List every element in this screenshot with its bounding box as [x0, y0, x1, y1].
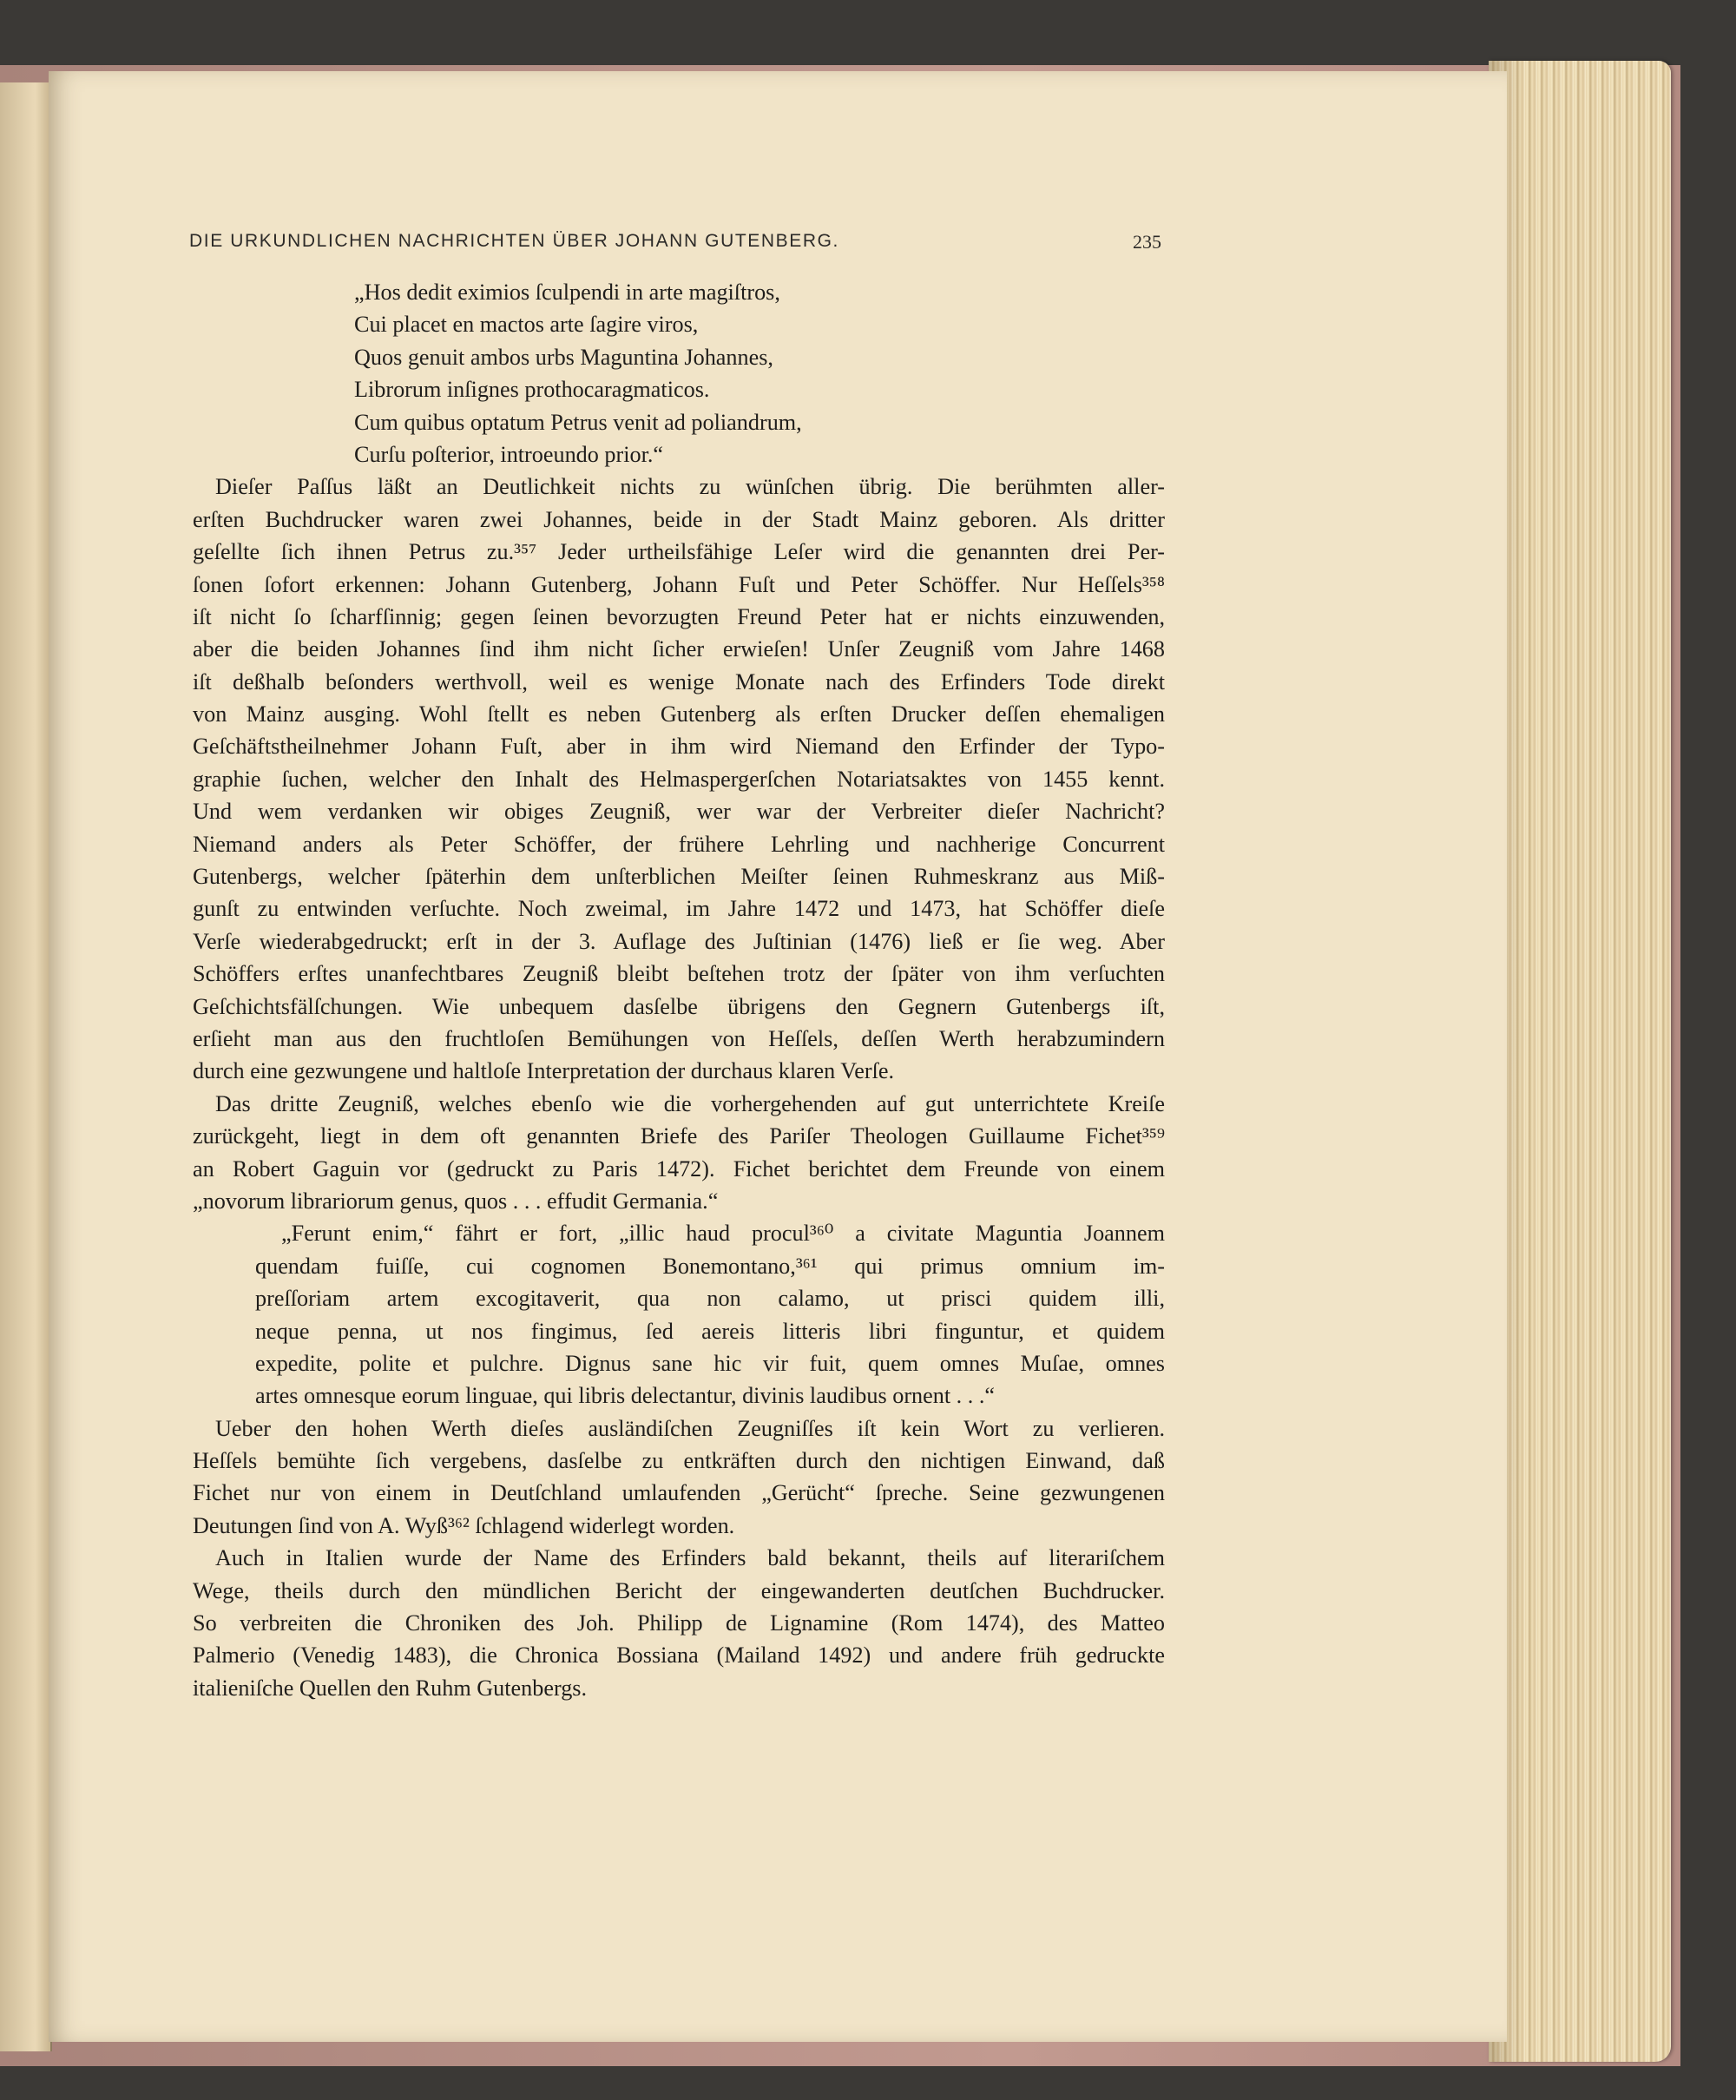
text-line: von Mainz ausging. Wohl ſtellt es neben Gutenberg als erſten Drucker deſſen ehemaligen	[193, 701, 1165, 727]
running-title: DIE URKUNDLICHEN NACHRICHTEN ÜBER JOHANN GUTENBERG.	[189, 231, 839, 251]
text-line: Niemand anders als Peter Schöffer, der frühere Lehrling und nachherige Concurrent	[193, 831, 1165, 857]
text-line: erſten Buchdrucker waren zwei Johannes, beide in der Stadt Mainz geboren. Als dritter	[193, 506, 1165, 532]
text-line: Geſchichtsfälſchungen. Wie unbequem dasſelbe übrigens den Gegnern Gutenbergs iſt,	[193, 993, 1165, 1019]
text-line: Fichet nur von einem in Deutſchland umlaufenden „Gerücht“ ſpreche. Seine gezwungenen	[193, 1480, 1165, 1506]
text-line: an Robert Gaguin vor (gedruckt zu Paris 1472). Fichet berichtet dem Freunde von einem	[193, 1155, 1165, 1182]
text-line: durch eine gezwungene und haltloſe Interpretation der durchaus klaren Verſe.	[193, 1058, 895, 1084]
paragraph-3	[193, 1412, 1165, 1543]
quote-line: „Ferunt enim,“ fährt er fort, „illic haud procul³⁶⁰ a civitate Maguntia Joannem	[281, 1221, 1165, 1247]
verse-line: Cui placet en mactos arte ſagire viros,	[354, 312, 699, 338]
text-line: zurückgeht, liegt in dem oft genannten Briefe des Pariſer Theologen Guillaume Fichet³⁵⁹	[193, 1123, 1165, 1149]
latin-quotation	[193, 1217, 1165, 1412]
body-text	[193, 276, 1165, 1704]
page-block-edges	[1489, 61, 1671, 2062]
text-line: Wege, theils durch den mündlichen Bericht der eingewanderten deutſchen Buchdrucker.	[193, 1577, 1165, 1603]
verse-line: „Hos dedit eximios ſculpendi in arte magiſtros,	[354, 280, 780, 305]
paragraph-2	[193, 1088, 1165, 1218]
text-line: Und wem verdanken wir obiges Zeugniß, wer war der Verbreiter dieſer Nachricht?	[193, 799, 1165, 825]
text-line: geſellte ſich ihnen Petrus zu.³⁵⁷ Jeder urtheilsfähige Leſer wird die genannten drei Per-	[193, 539, 1165, 565]
verse-line: Curſu poſterior, introeundo prior.“	[354, 441, 664, 467]
text-line: „novorum librariorum genus, quos . . . effudit Germania.“	[193, 1188, 719, 1214]
text-line: Schöffers erſtes unanfechtbares Zeugniß bleibt beſtehen trotz der ſpäter von ihm verſuchten	[193, 961, 1165, 987]
verse-line: Cum quibus optatum Petrus venit ad poliandrum,	[354, 409, 802, 435]
paragraph-1	[193, 471, 1165, 1087]
page-number: 235	[1133, 231, 1161, 253]
text-line: Deutungen ſind von A. Wyß³⁶² ſchlagend widerlegt worden.	[193, 1512, 735, 1538]
text-line: gunſt zu entwinden verſuchte. Noch zweimal, im Jahre 1472 und 1473, hat Schöffer dieſe	[193, 896, 1165, 922]
quote-line: quendam fuiſſe, cui cognomen Bonemontano,³⁶¹ qui primus omnium im-	[255, 1253, 1165, 1279]
text-line: Dieſer Paſſus läßt an Deutlichkeit nichts zu wünſchen übrig. Die berühmten aller-	[215, 474, 1165, 500]
text-line: Heſſels bemühte ſich vergebens, dasſelbe zu entkräften durch den nichtigen Einwand, daß	[193, 1448, 1165, 1474]
text-line: Auch in Italien wurde der Name des Erfinders bald bekannt, theils auf literariſchem	[215, 1545, 1165, 1571]
text-line: graphie ſuchen, welcher den Inhalt des Helmaspergerſchen Notariatsaktes von 1455 kennt.	[193, 766, 1165, 792]
quote-line: artes omnesque eorum linguae, qui libris delectantur, divinis laudibus ornent . . .“	[255, 1383, 996, 1409]
quote-line: expedite, polite et pulchre. Dignus sane hic vir fuit, quem omnes Muſae, omnes	[255, 1350, 1165, 1376]
text-line: ſonen ſofort erkennen: Johann Gutenberg, Johann Fuſt und Peter Schöffer. Nur Heſſels³⁵⁸	[193, 571, 1165, 597]
text-line: Verſe wiederabgedruckt; erſt in der 3. Auflage des Juſtinian (1476) ließ er ſie weg. Aber	[193, 928, 1165, 954]
text-line: iſt deßhalb beſonders werthvoll, weil es wenige Monate nach des Erfinders Tode direkt	[193, 668, 1165, 695]
text-line: Ueber den hohen Werth dieſes ausländiſchen Zeugniſſes iſt kein Wort zu verlieren.	[215, 1415, 1165, 1441]
text-line: italieniſche Quellen den Ruhm Gutenbergs.	[193, 1675, 588, 1701]
verse-line: Librorum inſignes prothocaragmaticos.	[354, 377, 710, 403]
quote-line: neque penna, ut nos fingimus, ſed aereis litteris libri finguntur, et quidem	[255, 1318, 1165, 1344]
text-line: aber die beiden Johannes ſind ihm nicht ſicher erwieſen! Unſer Zeugniß vom Jahre 1468	[193, 636, 1165, 662]
paragraph-4	[193, 1542, 1165, 1704]
text-line: Gutenbergs, welcher ſpäterhin dem unſterblichen Meiſter ſeinen Ruhmeskranz aus Miß-	[193, 864, 1165, 890]
quote-line: preſſoriam artem excogitaverit, qua non calamo, ut prisci quidem illi,	[255, 1286, 1165, 1312]
left-facing-page	[0, 82, 52, 2051]
text-line: Geſchäftstheilnehmer Johann Fuſt, aber in ihm wird Niemand den Erfinder der Typo-	[193, 734, 1165, 760]
text-line: So verbreiten die Chroniken des Joh. Philipp de Lignamine (Rom 1474), des Matteo	[193, 1610, 1165, 1636]
text-line: Das dritte Zeugniß, welches ebenſo wie die vorhergehenden auf gut unterrichtete Kreiſe	[215, 1090, 1165, 1116]
verse-block	[193, 276, 1165, 471]
verse-line: Quos genuit ambos urbs Maguntina Johannes,	[354, 344, 773, 370]
text-line: erſieht man aus den fruchtloſen Bemühungen von Heſſels, deſſen Werth herabzumindern	[193, 1025, 1165, 1051]
text-line: iſt nicht ſo ſcharfſinnig; gegen ſeinen bevorzugten Freund Peter hat er nichts einzuwenden,	[193, 603, 1165, 629]
running-header	[189, 231, 1161, 257]
text-line: Palmerio (Venedig 1483), die Chronica Bossiana (Mailand 1492) und andere früh gedruckte	[193, 1642, 1165, 1669]
